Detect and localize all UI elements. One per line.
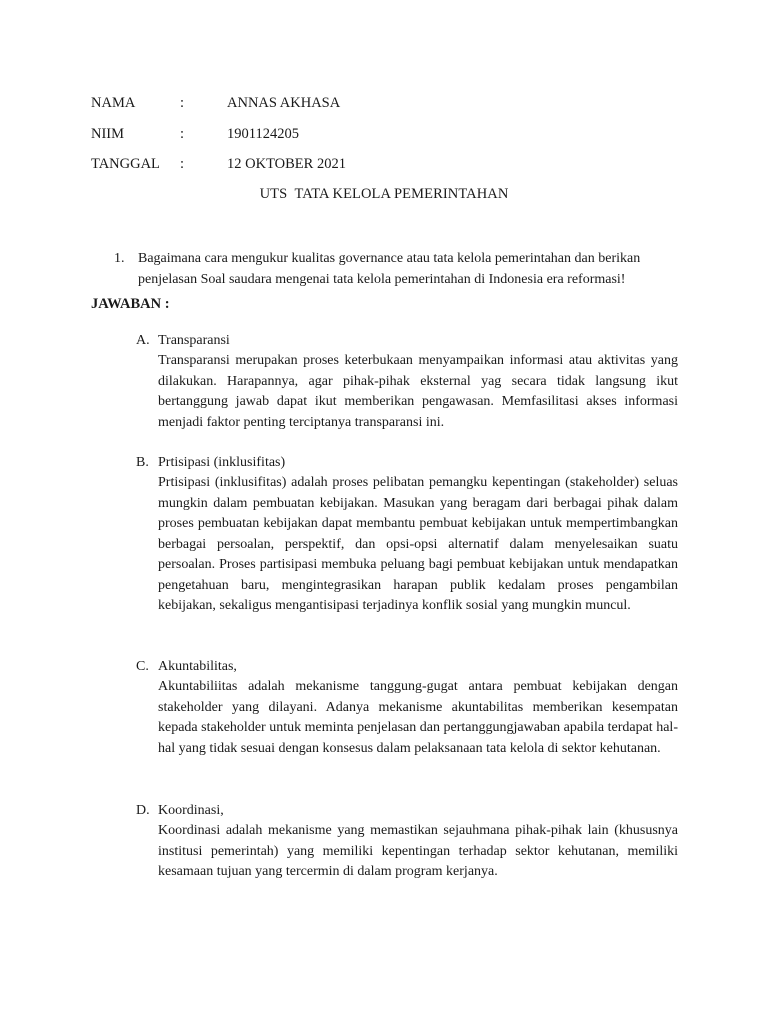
question-number: 1. bbox=[114, 251, 125, 266]
section-body: Transparansi merupakan proses keterbukaan menyampaikan informasi atau aktivitas yang dilakukan. Harapannya, agar pihak-pihak eksternal yag secara tidak langsung ikut bertanggung jawab dapat ikut memberikan pengawasan. Memfasilitasi akses informasi menjadi faktor penting terciptanya transparansi ini. bbox=[158, 353, 678, 430]
section-body: Koordinasi adalah mekanisme yang memastikan sejauhmana pihak-pihak lain (khususnya institusi pemerintah) yang memiliki kepentingan terhadap sektor kehutanan, memiliki kesamaan tujuan yang tercermin di dalam program kerjanya. bbox=[158, 823, 678, 879]
header-value: 12 OKTOBER 2021 bbox=[227, 156, 346, 172]
header-value: 1901124205 bbox=[227, 126, 299, 142]
header-label: NIIM bbox=[91, 126, 125, 142]
header-label: NAMA bbox=[91, 95, 136, 111]
document-title: UTS TATA KELOLA PEMERINTAHAN bbox=[259, 186, 509, 202]
header-colon: : bbox=[180, 126, 185, 142]
section-heading: Koordinasi, bbox=[158, 803, 224, 818]
header-value: ANNAS AKHASA bbox=[227, 95, 341, 111]
section-heading: Akuntabilitas, bbox=[158, 659, 237, 674]
section-letter: D. bbox=[136, 803, 150, 818]
section-body: Prtisipasi (inklusifitas) adalah proses pelibatan pemangku kepentingan (stakeholder) seluas mungkin dalam pembuatan kebijakan. Masukan yang beragam dari berbagai pihak dalam proses pembuatan kebijakan dapat membantu pembuat kebijakan untuk mempertimbangkan berbagai persoalan, perspektif, dan opsi-opsi alternatif dalam menyelesaikan suatu persoalan. Proses partisipasi membuka peluang bagi pembuat kebijakan untuk mendapatkan pengetahuan baru, mengintegrasikan harapan publik kedalam proses pengambilan kebijakan, sekaligus mengantisipasi terjadinya konflik sosial yang mungkin muncul. bbox=[158, 475, 678, 613]
section-body: Akuntabiliitas adalah mekanisme tanggung-gugat antara pembuat kebijakan dengan stakeholder yang dilayani. Adanya mekanisme akuntabilitas memberikan kesempatan kepada stakeholder untuk meminta penjelasan dan pertanggungjawaban apabila terdapat hal-hal yang tidak sesuai dengan konsesus dalam pelaksanaan tata kelola di sektor kehutanan. bbox=[158, 679, 678, 756]
header-colon: : bbox=[180, 95, 185, 111]
answer-section-b bbox=[136, 452, 678, 617]
section-letter: C. bbox=[136, 659, 149, 674]
question-item bbox=[114, 248, 674, 290]
answer-section-c bbox=[136, 656, 678, 759]
section-heading: Prtisipasi (inklusifitas) bbox=[158, 455, 286, 470]
section-letter: B. bbox=[136, 455, 149, 470]
answer-section-d bbox=[136, 800, 678, 883]
section-letter: A. bbox=[136, 333, 150, 348]
section-heading: Transparansi bbox=[158, 333, 230, 348]
header-label: TANGGAL bbox=[91, 156, 160, 172]
answer-section-a bbox=[136, 330, 678, 433]
question-text: Bagaimana cara mengukur kualitas governance atau tata kelola pemerintahan dan berikan penjelasan Soal saudara mengenai tata kelola pemerintahan di Indonesia era reformasi! bbox=[138, 251, 641, 287]
header-colon: : bbox=[180, 156, 185, 172]
answer-label: JAWABAN : bbox=[91, 296, 170, 312]
